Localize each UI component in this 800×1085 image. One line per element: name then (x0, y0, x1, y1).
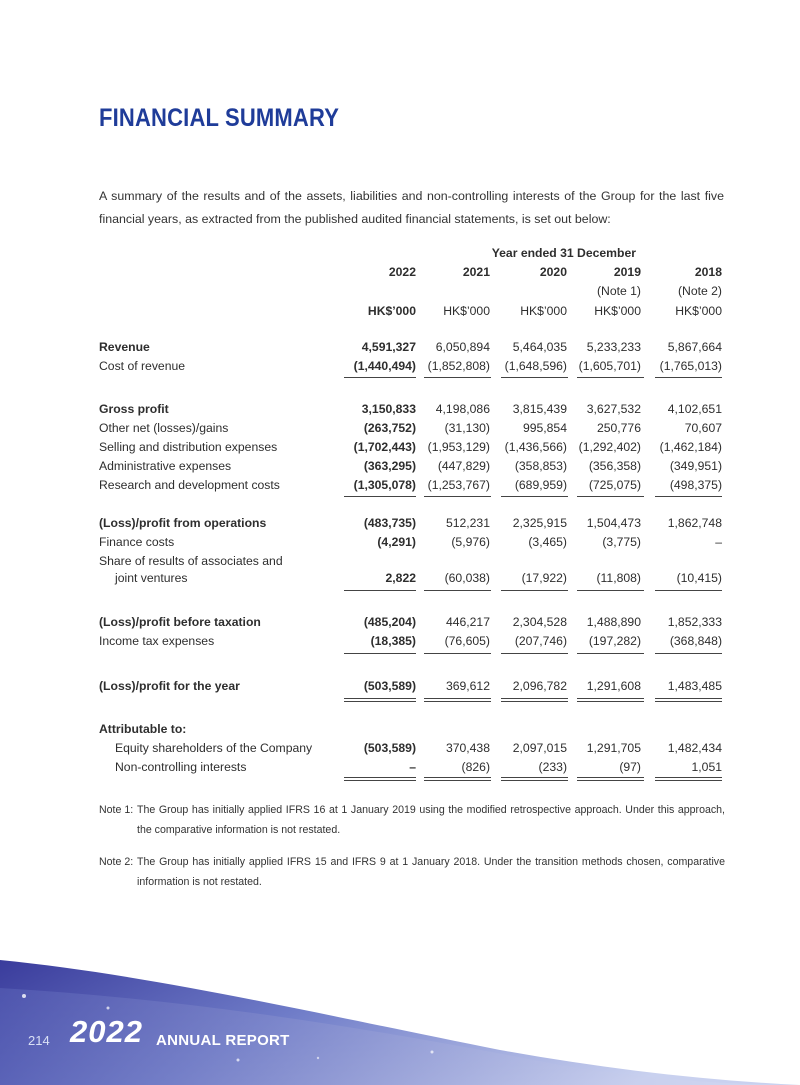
row-label: Administrative expenses (99, 459, 232, 473)
value-2021: 370,438 (445, 741, 490, 755)
value-2019: (1,605,701) (578, 359, 641, 373)
value-2022: (1,440,494) (353, 359, 416, 373)
note-tag: Note 1: (99, 804, 134, 816)
table-row (99, 338, 724, 357)
value-2022: (18,385) (370, 634, 416, 648)
table-row (99, 457, 724, 476)
value-2022: (1,305,078) (353, 478, 416, 492)
value-2018: (368,848) (669, 634, 722, 648)
value-2018: 4,102,651 (667, 402, 722, 416)
value-2019: (1,292,402) (578, 440, 641, 454)
footer-banner (0, 940, 800, 1085)
row-label: Non-controlling interests (115, 760, 247, 774)
table-row (99, 419, 724, 438)
value-2019: (97) (619, 760, 641, 774)
table-row (99, 438, 724, 457)
table-row (99, 677, 724, 696)
row-label: joint ventures (115, 571, 188, 585)
row-label: Cost of revenue (99, 359, 186, 373)
value-2020: 2,304,528 (512, 615, 567, 629)
value-2019: 1,504,473 (586, 516, 641, 530)
table-row (99, 632, 724, 651)
value-2018: 1,852,333 (667, 615, 722, 629)
value-2019: 3,627,532 (586, 402, 641, 416)
row-label: (Loss)/profit before taxation (99, 615, 261, 629)
value-2020: 3,815,439 (512, 402, 567, 416)
value-2022: (263,752) (363, 421, 416, 435)
footer-year: 2022 (70, 1014, 143, 1049)
value-2020: (233) (538, 760, 567, 774)
row-label: Revenue (99, 340, 150, 354)
value-2018: (498,375) (669, 478, 722, 492)
value-2019: 1,291,608 (586, 679, 641, 693)
table-row (99, 720, 724, 739)
row-label: Other net (losses)/gains (99, 421, 229, 435)
value-2019: 1,488,890 (586, 615, 641, 629)
note-2 (99, 852, 725, 892)
row-label: Attributable to: (99, 722, 187, 736)
value-2018: 1,051 (691, 760, 722, 774)
value-2021: (1,852,808) (427, 359, 490, 373)
table-row (99, 476, 724, 495)
row-label: Equity shareholders of the Company (115, 741, 313, 755)
value-2019: 1,291,705 (586, 741, 641, 755)
value-2021: (1,253,767) (427, 478, 490, 492)
value-2021: (1,953,129) (427, 440, 490, 454)
table-row (99, 357, 724, 376)
value-2022: 2,822 (385, 571, 416, 585)
notes-section (99, 800, 725, 904)
table-row (99, 514, 724, 533)
table-row (99, 569, 724, 588)
value-2019: (725,075) (588, 478, 641, 492)
year-2022: 2022 (388, 265, 416, 279)
value-2021: 512,231 (445, 516, 490, 530)
table-row (99, 533, 724, 552)
row-label: Research and development costs (99, 478, 280, 492)
value-2020: 995,854 (522, 421, 567, 435)
year-ended-header: Year ended 31 December (491, 246, 636, 260)
value-2020: (358,853) (514, 459, 567, 473)
unit-2019: HK$’000 (594, 304, 641, 318)
value-2022: (483,735) (363, 516, 416, 530)
value-2018: 1,482,434 (667, 741, 722, 755)
value-2020: 5,464,035 (512, 340, 567, 354)
value-2018: (1,462,184) (659, 440, 722, 454)
unit-2018: HK$’000 (675, 304, 722, 318)
year-header-row (99, 263, 724, 282)
value-2019: 250,776 (596, 421, 641, 435)
value-2022: (363,295) (363, 459, 416, 473)
table-row (99, 613, 724, 632)
note-tag: Note 2: (99, 856, 134, 868)
value-2018: 5,867,664 (667, 340, 722, 354)
value-2022: (1,702,443) (353, 440, 416, 454)
unit-2022: HK$’000 (367, 304, 416, 318)
value-2018: – (715, 535, 722, 549)
value-2020: (3,465) (528, 535, 567, 549)
footer-report-title: ANNUAL REPORT (156, 1032, 290, 1049)
value-2020: 2,096,782 (512, 679, 567, 693)
value-2022: 4,591,327 (361, 340, 416, 354)
value-2021: 6,050,894 (435, 340, 490, 354)
note-ref-2018: (Note 2) (677, 284, 722, 298)
value-2018: 1,862,748 (667, 516, 722, 530)
value-2020: 2,097,015 (512, 741, 567, 755)
row-label: Share of results of associates and (99, 554, 283, 568)
value-2020: (17,922) (521, 571, 567, 585)
row-label: (Loss)/profit from operations (99, 516, 267, 530)
row-label: Finance costs (99, 535, 175, 549)
value-2021: 446,217 (445, 615, 490, 629)
value-2020: 2,325,915 (512, 516, 567, 530)
year-2021: 2021 (462, 265, 490, 279)
row-label: (Loss)/profit for the year (99, 679, 240, 693)
year-2018: 2018 (694, 265, 722, 279)
value-2021: (76,605) (444, 634, 490, 648)
note-ref-2019: (Note 1) (596, 284, 641, 298)
value-2018: (10,415) (676, 571, 722, 585)
value-2020: (1,436,566) (504, 440, 567, 454)
table-row (99, 400, 724, 419)
value-2021: (60,038) (444, 571, 490, 585)
value-2019: (3,775) (602, 535, 641, 549)
value-2022: (503,589) (363, 679, 416, 693)
table-group-header-row (99, 244, 724, 263)
table-row (99, 758, 724, 777)
value-2020: (1,648,596) (504, 359, 567, 373)
value-2018: 70,607 (684, 421, 722, 435)
value-2019: (11,808) (596, 571, 641, 585)
table-row (99, 739, 724, 758)
value-2021: (826) (461, 760, 490, 774)
note-text: The Group has initially applied IFRS 16 at 1 January 2019 using the modified retrospective approach. Under this approach, the comparative information is not restated. (137, 804, 725, 836)
row-label: Income tax expenses (99, 634, 215, 648)
value-2022: 3,150,833 (361, 402, 416, 416)
value-2022: (503,589) (363, 741, 416, 755)
intro-paragraph: A summary of the results and of the assets, liabilities and non-controlling interests of the Group for the last five financial years, as extracted from the published audited financial statements, is set out below: (99, 189, 724, 226)
page-number: 214 (28, 1033, 50, 1048)
value-2021: (447,829) (437, 459, 490, 473)
note-1 (99, 800, 725, 840)
value-2021: 4,198,086 (435, 402, 490, 416)
value-2018: (349,951) (669, 459, 722, 473)
footer-wave (0, 940, 800, 1085)
year-2020: 2020 (539, 265, 567, 279)
value-2022: – (409, 760, 416, 774)
value-2020: (207,746) (514, 634, 567, 648)
unit-row (99, 302, 724, 321)
value-2019: (356,358) (588, 459, 641, 473)
value-2019: (197,282) (588, 634, 641, 648)
row-label: Gross profit (99, 402, 169, 416)
value-2019: 5,233,233 (586, 340, 641, 354)
page-title: FINANCIAL SUMMARY (99, 104, 340, 132)
note-text: The Group has initially applied IFRS 15 and IFRS 9 at 1 January 2018. Under the transition methods chosen, comparative information is not restated. (137, 856, 725, 888)
unit-2021: HK$’000 (443, 304, 490, 318)
unit-2020: HK$’000 (520, 304, 567, 318)
value-2021: (31,130) (444, 421, 490, 435)
row-label: Selling and distribution expenses (99, 440, 278, 454)
value-2022: (485,204) (363, 615, 416, 629)
value-2021: (5,976) (451, 535, 490, 549)
year-note-row (99, 282, 724, 301)
value-2022: (4,291) (377, 535, 416, 549)
value-2020: (689,959) (514, 478, 567, 492)
value-2018: (1,765,013) (659, 359, 722, 373)
year-2019: 2019 (613, 265, 641, 279)
value-2018: 1,483,485 (667, 679, 722, 693)
value-2021: 369,612 (445, 679, 490, 693)
